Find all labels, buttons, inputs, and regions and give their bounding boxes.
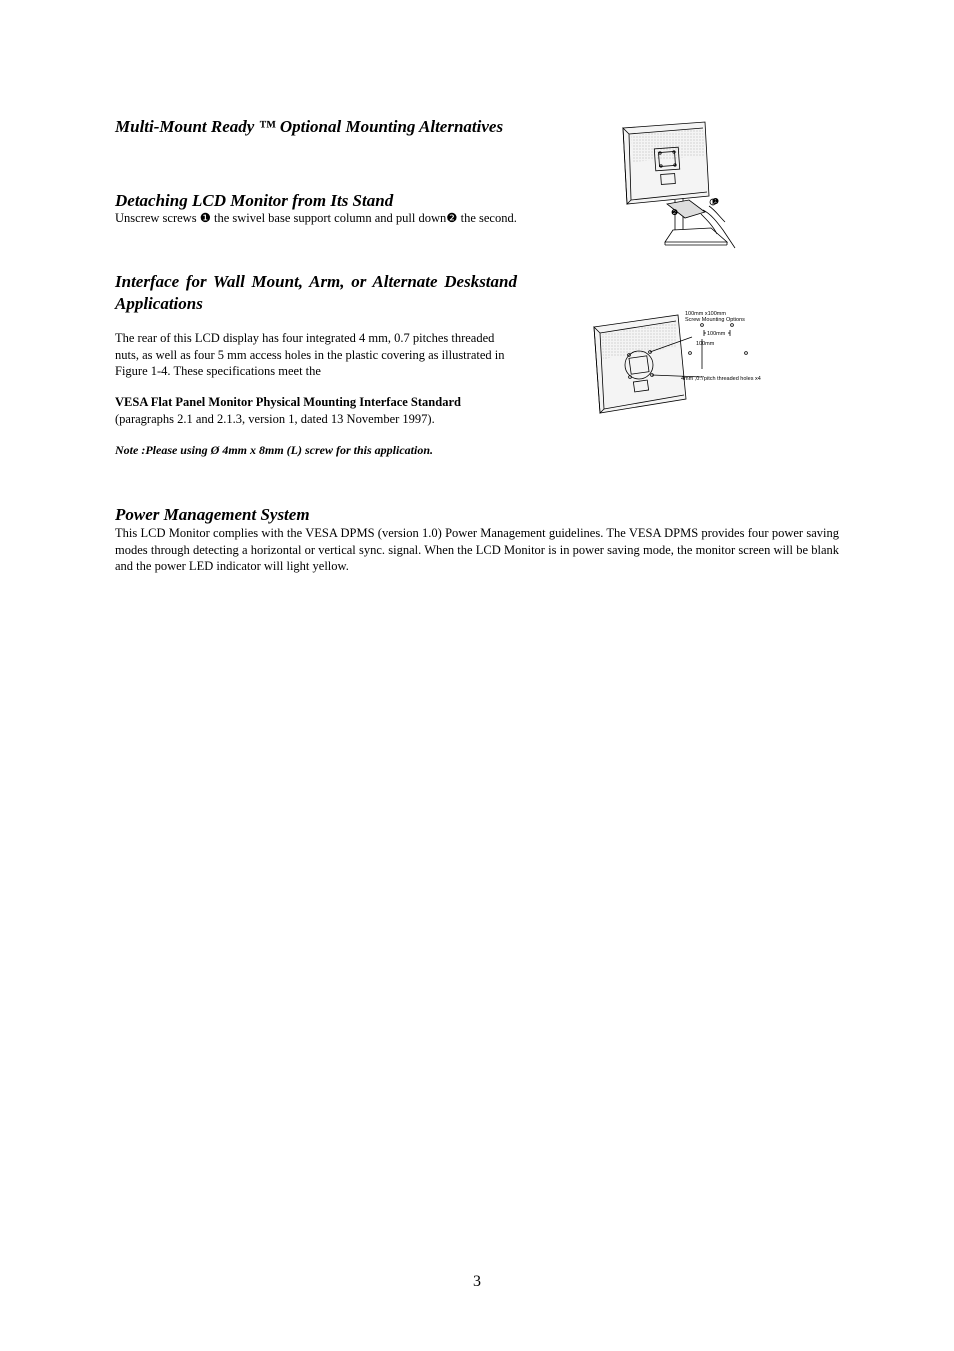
heading-detaching: Detaching LCD Monitor from Its Stand [115,191,394,210]
label-vertical-distance: 100mm [696,341,715,347]
paragraph-note: Note :Please using Ø 4mm x 8mm (L) screw for this application. [115,443,433,457]
label-size: 100mm x100mm [685,311,726,317]
vesa-standard-name: VESA Flat Panel Monitor Physical Mounting Interface Standard [115,395,461,409]
figure-detach-stand [615,118,745,258]
page-number: 3 [473,1273,481,1290]
label-horizontal-distance: 100mm [707,331,726,337]
heading-power-management: Power Management System [115,505,310,524]
marker-2: ❷ [671,208,679,217]
marker-1: ❶ [712,197,720,206]
figure-vesa-mount [590,303,780,418]
heading-interface: Interface for Wall Mount, Arm, or Alternate Deskstand Applications [115,272,517,313]
monitor-rear-vesa-drawing [594,315,747,413]
label-threaded-holes: 4mm ,0.7pitch threaded holes x4 [681,376,761,382]
paragraph-rear-specs: The rear of this LCD display has four integrated 4 mm, 0.7 pitches threaded nuts, as well as four 5 mm access holes in the plastic covering as illustrated in Figure 1-4. These specifications meet the [115,331,505,378]
paragraph-detaching: Unscrew screws ❶ the swivel base support column and pull down❷ the second. [115,211,517,225]
paragraph-vesa-standard [115,394,517,427]
vesa-standard-reference: (paragraphs 2.1 and 2.1.3, version 1, dated 13 November 1997). [115,411,435,426]
paragraph-power-management: This LCD Monitor complies with the VESA DPMS (version 1.0) Power Management guidelines. The VESA DPMS provides four power saving modes through detecting a horizontal or vertical sync. signal. When the LCD Monitor is in power saving mode, the monitor screen will be blank and the power LED indicator will light yellow. [115,526,839,573]
monitor-rear-drawing [623,122,735,248]
heading-multi-mount: Multi-Mount Ready ™ Optional Mounting Alternatives [115,117,504,136]
label-screw-options: Screw Mounting Options [685,317,745,323]
